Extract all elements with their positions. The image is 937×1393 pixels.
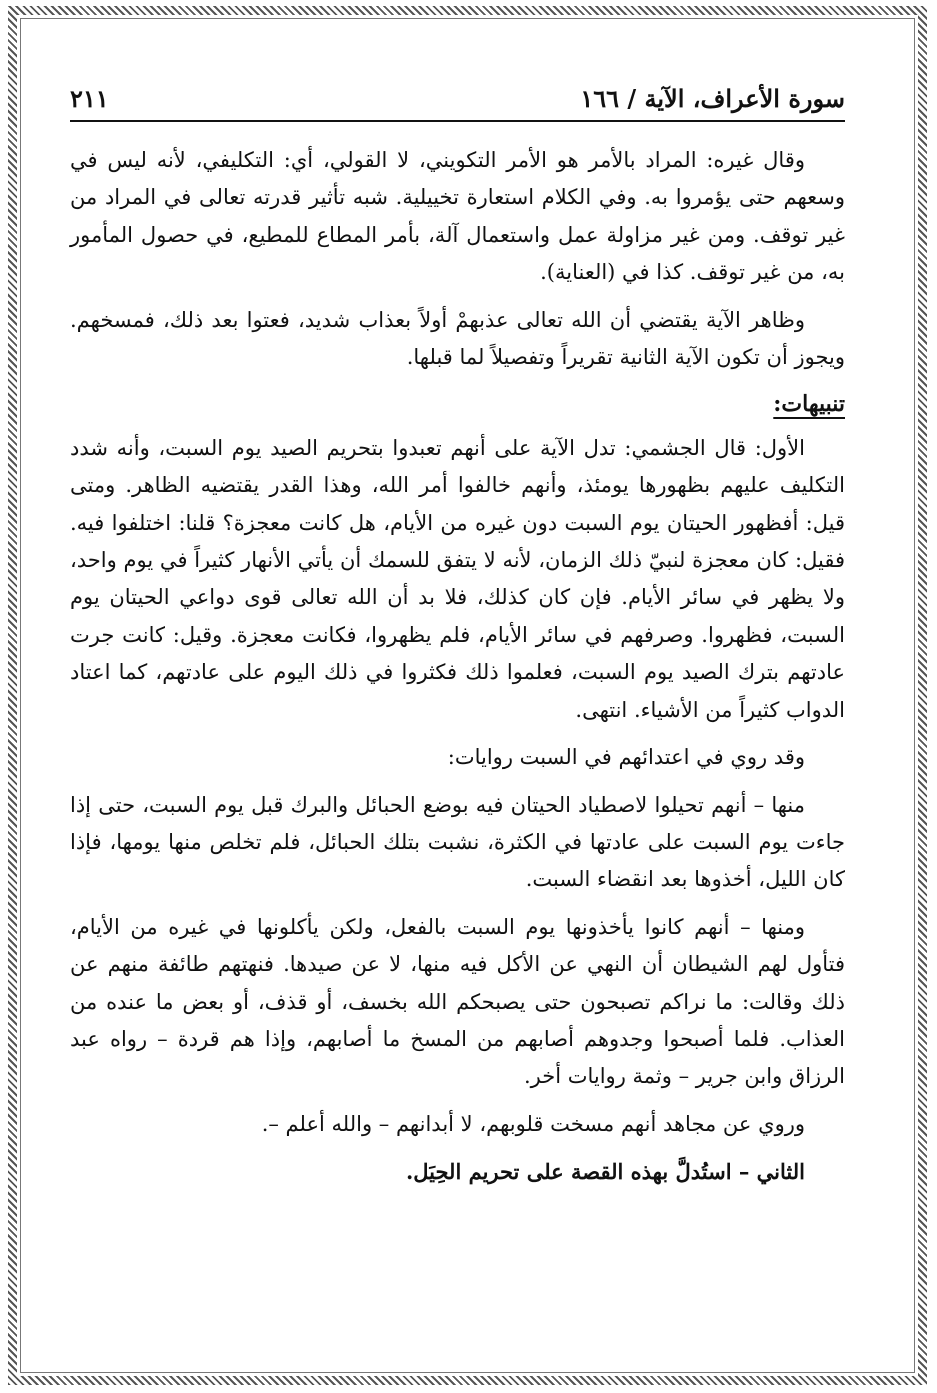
page-body	[70, 142, 845, 1201]
paragraph-amr-takwini: وقال غيره: المراد بالأمر هو الأمر التكويني، لا القولي، أي: التكليفي، لأنه ليس في وسعهم حتى يؤمروا به. وفي الكلام استعارة تخييلية. شبه تأثير قدرته تعالى في المراد من غير توقف. ومن غير مزاولة عمل واستعمال آلة، بأمر المطاع للمطيع، في حصول المأمور به، من غير توقف. كذا في (العناية).	[70, 148, 845, 285]
section-heading-tanbihat: تنبيهات:	[773, 391, 845, 418]
paragraph-mujahid: وروي عن مجاهد أنهم مسخت قلوبهم، لا أبدانهم – والله أعلم –.	[261, 1111, 805, 1136]
paragraph-zahir-ayah: وظاهر الآية يقتضي أن الله تعالى عذبهمْ أولاً بعذاب شديد، فعتوا بعد ذلك، فمسخهم. ويجوز أن تكون الآية الثانية تقريراً وتفصيلاً لما قبلها.	[70, 307, 845, 370]
running-header	[70, 76, 845, 120]
paragraph-narration-two: ومنها – أنهم كانوا يأخذونها يوم السبت بالفعل، ولكن يأكلونها في غيره من الأيام، فتأول لهم الشيطان أن النهي عن الأكل فيه منها، لا عن صيدها. فنهتهم طائفة منهم عن ذلك وقالت: ما نراكم تصبحون حتى يصبحكم الله بخسف، أو قذف، أو بعض ما عنده من العذاب. فلما أصبحوا وجدوهم أصابهم من المسخ ما أصابهم، وإذا هم قردة – رواه عبد الرزاق وابن جرير – وثمة روايات أخر.	[70, 914, 845, 1089]
page-number: ٢١١	[70, 83, 109, 113]
paragraph-second-note: الثاني – استُدلَّ بهذه القصة على تحريم الحِيَل.	[405, 1159, 805, 1185]
paragraph-narrations-intro: وقد روي في اعتدائهم في السبت روايات:	[447, 745, 805, 770]
paragraph-narration-one: منها – أنهم تحيلوا لاصطياد الحيتان فيه بوضع الحبائل والبرك قبل يوم السبت، حتى إذا جاءت يوم السبت على عادتها في الكثرة، نشبت بتلك الحبائل، فلم تخلص منها يومها، فإذا كان الليل، أخذوها بعد انقضاء السبت.	[70, 792, 845, 892]
header-divider	[70, 120, 845, 122]
paragraph-first-note: الأول: قال الجشمي: تدل الآية على أنهم تعبدوا بتحريم الصيد يوم السبت، وأنه شدد التكليف عليهم بظهورها يومئذ، وأنهم خالفوا أمر الله، وهذا القدر يقتضيه الظاهر. ومتى قيل: أفظهور الحيتان يوم السبت دون غيره من الأيام، هل كانت معجزة؟ قلنا: اختلفوا فيه. فقيل: كان معجزة لنبيّ ذلك الزمان، لأنه لا يتفق للسمك أن يأتي الأنهار كثيراً في يوم واحد، ولا يظهر في سائر الأيام. فإن كان كذلك، فلا بد أن الله تعالى قوى دواعي الحيتان يوم السبت، فظهروا. وصرفهم في سائر الأيام، فلم يظهروا، فكانت معجزة. وقيل: كانت جرت عادتهم بترك الصيد يوم السبت، فعلموا ذلك فكثروا في ذلك اليوم على عادتهم، كما اعتاد الدواب كثيراً من الأشياء. انتهى.	[70, 435, 845, 722]
surah-verse-title: سورة الأعراف، الآية / ١٦٦	[580, 83, 845, 113]
